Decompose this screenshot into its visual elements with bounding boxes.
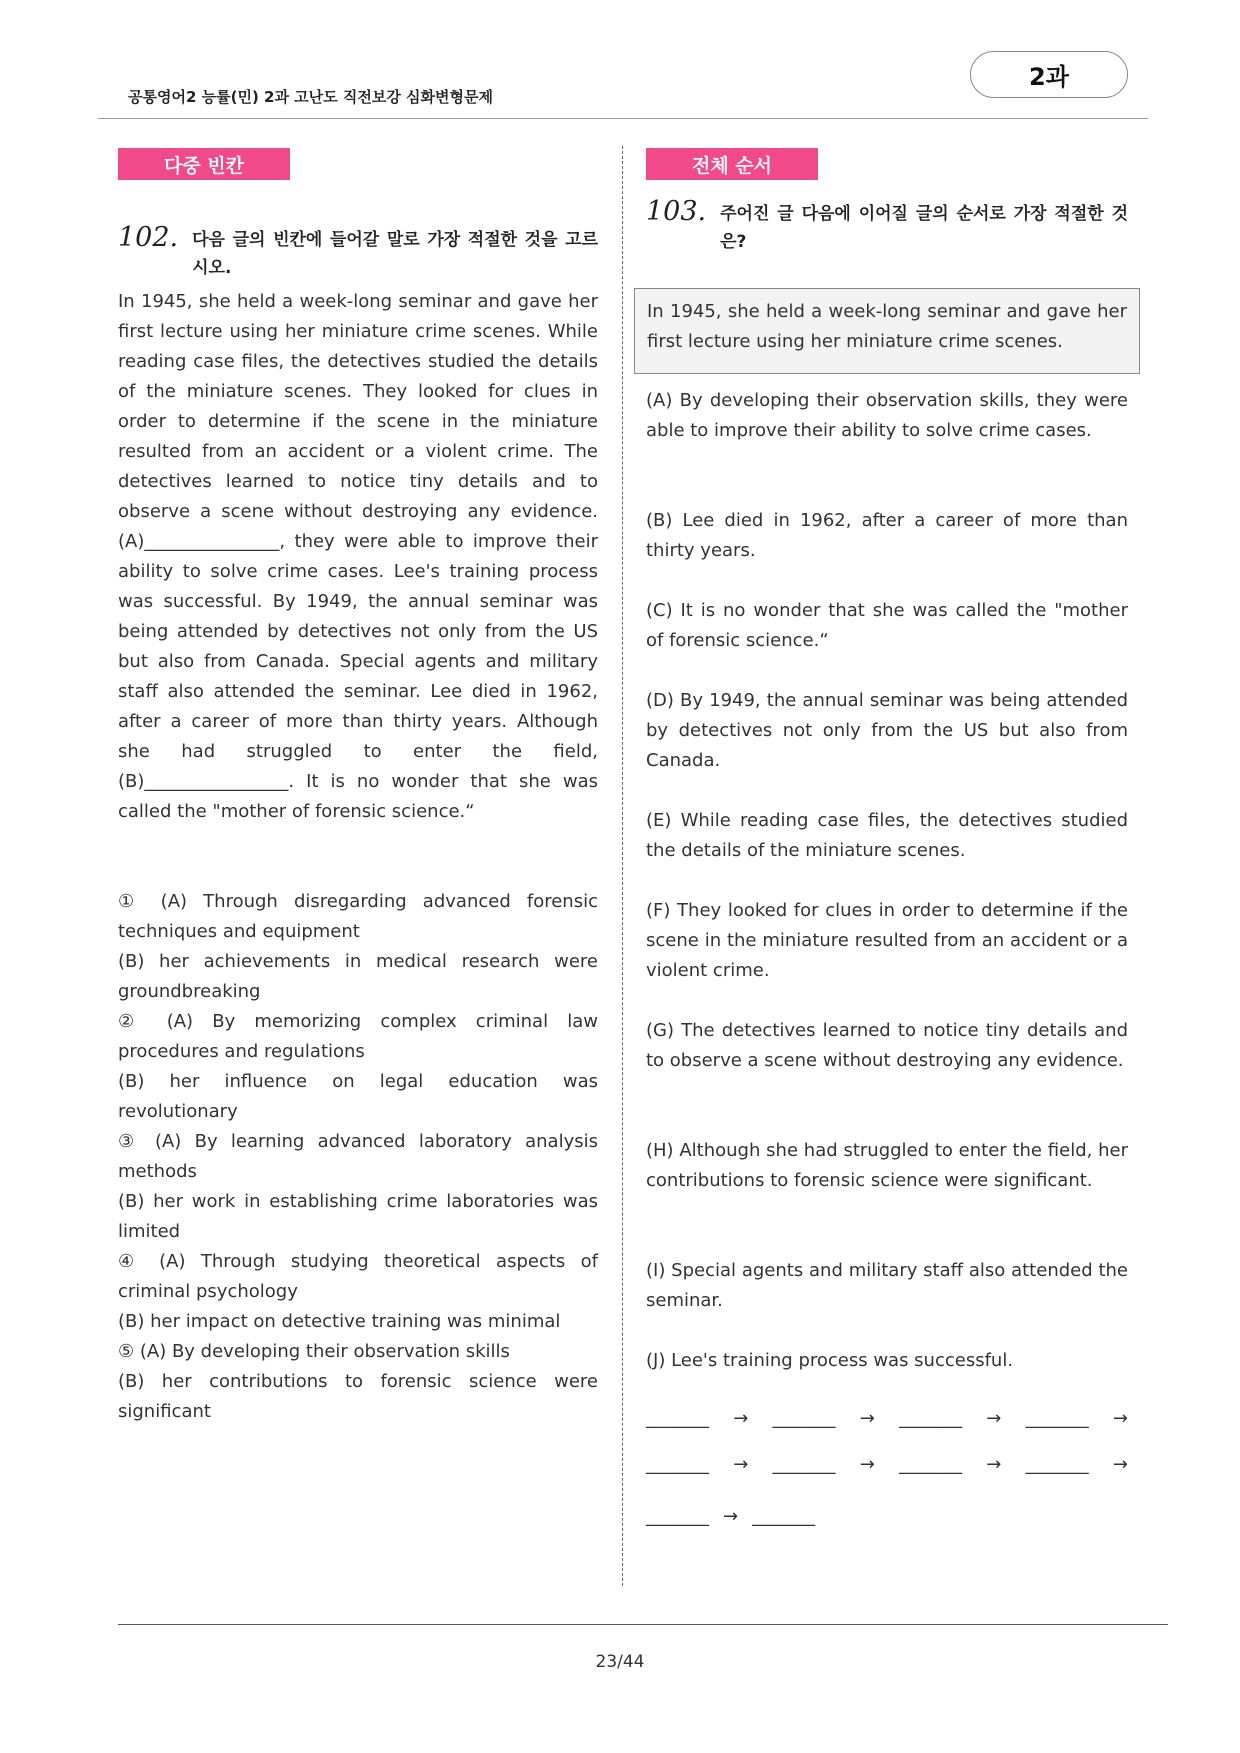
order-item-g: (G) The detectives learned to notice tiny details and to observe a scene without destroying any evidence. — [646, 1020, 1128, 1071]
choice-line[interactable]: ③ (A) By learning advanced laboratory analysis methods — [118, 1131, 598, 1182]
choice-line[interactable]: (B) her influence on legal education was revolutionary — [118, 1071, 598, 1122]
question-number: 102. — [118, 222, 179, 253]
question-prompt: 주어진 글 다음에 이어질 글의 순서로 가장 적절한 것은? — [720, 204, 1128, 252]
choice-line[interactable]: ② (A) By memorizing complex criminal law procedures and regulations — [118, 1011, 598, 1062]
order-item-c: (C) It is no wonder that she was called the "mother of forensic science.“ — [646, 600, 1128, 651]
question-102-passage: In 1945, she held a week-long seminar and gave her first lecture using her miniature crime scenes. While reading case files, the detectives studied the details of the miniature scenes. They looked for clues in order to determine if the scene in the miniature resulted from an accident or a violent crime. The detectives learned to notice tiny details and to observe a scene without destroying any evidence. (A)_______________, they were able to improve their ability to solve crime cases. Lee's training process was successful. By 1949, the annual seminar was being attended by detectives not only from the US but also from Canada. Special agents and military staff also attended the seminar. Lee died in 1962, after a career of more than thirty years. Although she had struggled to enter the field, (B)________________. It is no wonder that she was called the "mother of forensic science.“ — [118, 291, 598, 822]
choice-line[interactable]: ① (A) Through disregarding advanced forensic techniques and equipment — [118, 891, 598, 942]
order-item-j: (J) Lee's training process was successful. — [646, 1350, 1014, 1371]
question-102-header — [118, 222, 598, 282]
order-item-d: (D) By 1949, the annual seminar was being attended by detectives not only from the US but also from Canada. — [646, 690, 1128, 771]
order-item-f: (F) They looked for clues in order to determine if the scene in the miniature resulted from an accident or a violent crime. — [646, 900, 1128, 981]
lesson-badge: 2과 — [970, 51, 1128, 98]
order-item-h: (H) Although she had struggled to enter the field, her contributions to forensic science were significant. — [646, 1140, 1128, 1191]
question-type-tag-multiple-blank: 다중 빈칸 — [118, 148, 290, 180]
answer-blank[interactable]: _______ — [646, 1506, 709, 1527]
answer-blank[interactable]: _______ — [772, 1454, 836, 1475]
order-item-i: (I) Special agents and military staff also attended the seminar. — [646, 1260, 1128, 1311]
order-item-b: (B) Lee died in 1962, after a career of more than thirty years. — [646, 510, 1128, 561]
choice-line[interactable]: (B) her contributions to forensic science were significant — [118, 1371, 598, 1422]
answer-sequence-row — [646, 1506, 1128, 1527]
choice-line[interactable]: ④ (A) Through studying theoretical aspects of criminal psychology — [118, 1251, 598, 1302]
answer-sequence-row — [646, 1408, 1128, 1429]
answer-blank[interactable]: _______ — [752, 1506, 816, 1527]
answer-blank[interactable]: _______ — [646, 1454, 709, 1475]
question-103-header — [646, 196, 1128, 256]
column-divider — [622, 146, 623, 1586]
choice-line[interactable]: (B) her achievements in medical research were groundbreaking — [118, 951, 598, 1002]
arrow-icon: → — [859, 1408, 875, 1429]
question-prompt: 다음 글의 빈칸에 들어갈 말로 가장 적절한 것을 고르시오. — [192, 230, 598, 278]
arrow-icon: → — [986, 1454, 1002, 1475]
order-item-a: (A) By developing their observation skills, they were able to improve their ability to solve crime cases. — [646, 390, 1128, 441]
choice-line[interactable]: (B) her impact on detective training was minimal — [118, 1311, 561, 1332]
arrow-icon: → — [986, 1408, 1002, 1429]
given-passage-box: In 1945, she held a week-long seminar and gave her first lecture using her miniature crime scenes. — [634, 288, 1140, 374]
page-header-title: 공통영어2 능률(민) 2과 고난도 직전보강 심화변형문제 — [128, 88, 493, 106]
answer-blank[interactable]: _______ — [646, 1408, 709, 1429]
footer-divider — [118, 1624, 1168, 1625]
answer-blank[interactable]: _______ — [899, 1454, 963, 1475]
arrow-icon: → — [723, 1506, 739, 1527]
header-divider — [98, 118, 1148, 119]
arrow-icon: → — [733, 1408, 749, 1429]
question-number: 103. — [646, 196, 707, 227]
page-number: 23/44 — [595, 1652, 645, 1672]
choice-line[interactable]: (B) her work in establishing crime laboratories was limited — [118, 1191, 598, 1242]
arrow-icon: → — [733, 1454, 749, 1475]
arrow-icon: → — [1112, 1454, 1128, 1475]
answer-blank[interactable]: _______ — [1025, 1454, 1089, 1475]
question-type-tag-full-order: 전체 순서 — [646, 148, 818, 180]
order-item-e: (E) While reading case files, the detectives studied the details of the miniature scenes. — [646, 810, 1128, 861]
answer-sequence-row — [646, 1454, 1128, 1475]
choice-line[interactable]: ⑤ (A) By developing their observation skills — [118, 1341, 510, 1362]
arrow-icon: → — [1112, 1408, 1128, 1429]
answer-blank[interactable]: _______ — [772, 1408, 836, 1429]
answer-blank[interactable]: _______ — [899, 1408, 963, 1429]
question-102-choices — [118, 887, 598, 1427]
arrow-icon: → — [859, 1454, 875, 1475]
answer-blank[interactable]: _______ — [1025, 1408, 1089, 1429]
